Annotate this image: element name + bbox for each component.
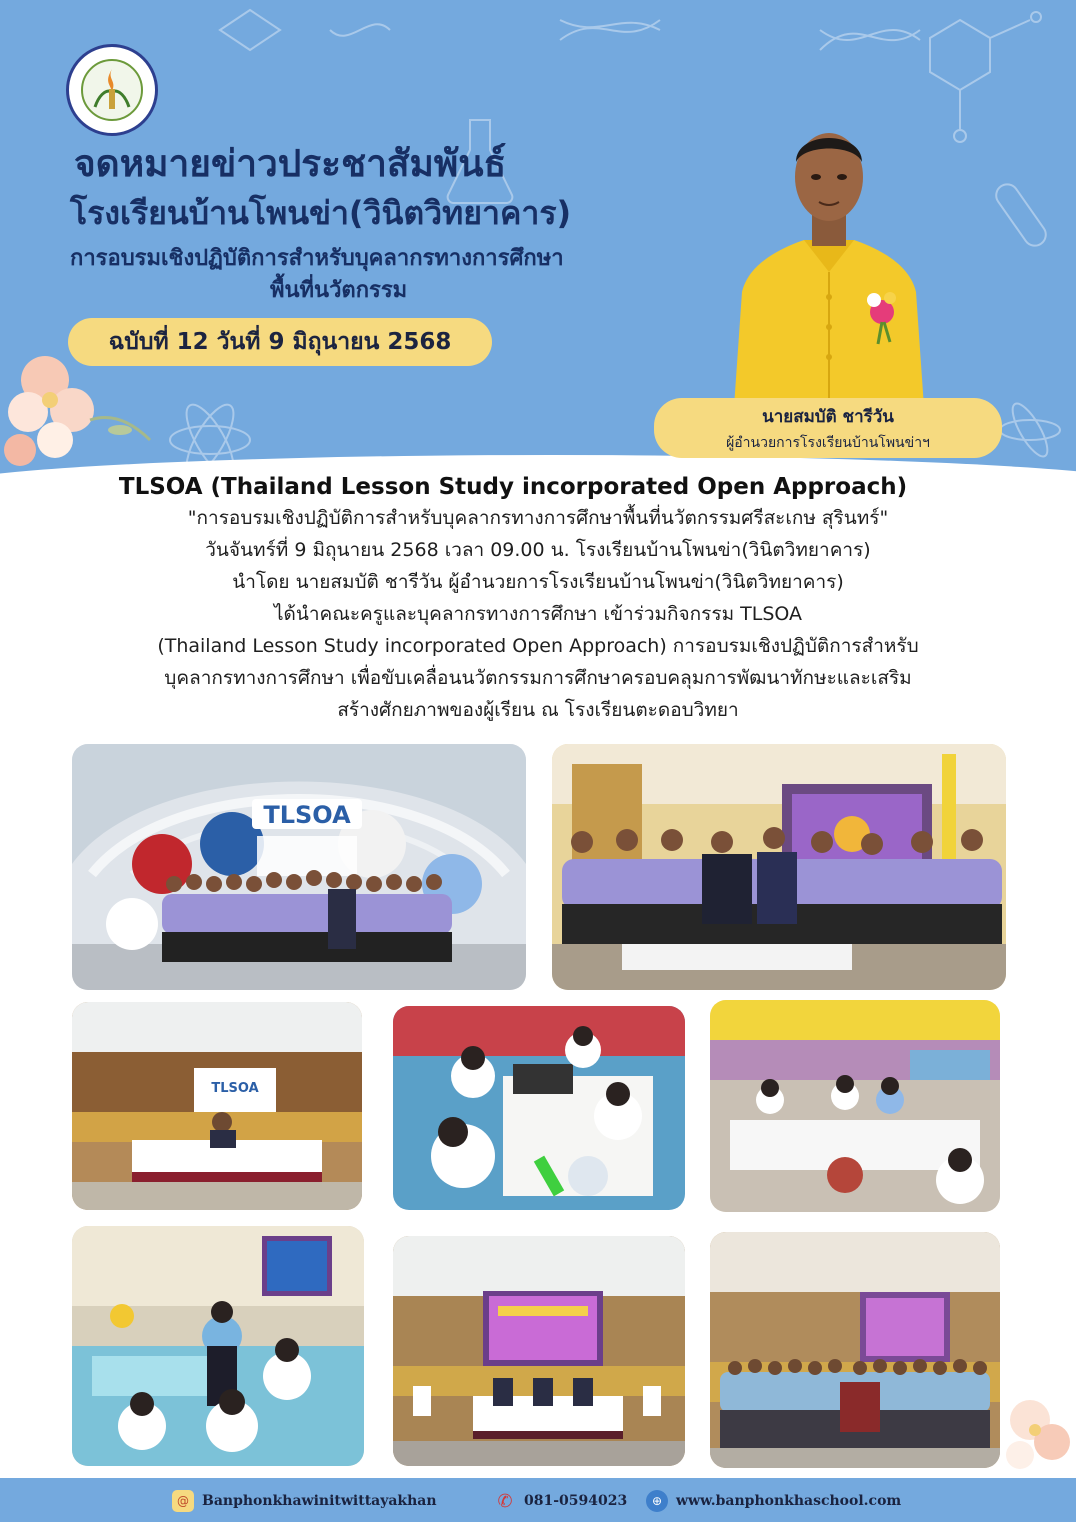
- subtitle-line-2: พื้นที่นวัตกรรม: [270, 278, 408, 303]
- footer-facebook[interactable]: [172, 1490, 437, 1512]
- photo-classroom-students: [72, 1226, 364, 1466]
- school-logo: [66, 44, 158, 136]
- website-url: www.banphonkhaschool.com: [676, 1493, 902, 1509]
- phone-icon: ✆: [497, 1490, 513, 1512]
- article-line: นำโดย นายสมบัติ ชารีวัน ผู้อำนวยการโรงเรียนบ้านโพนข่า(วินิตวิทยาคาร): [232, 571, 844, 593]
- article-line: บุคลากรทางการศึกษา เพื่อขับเคลื่อนนวัตกรรมการศึกษาครอบคลุมการพัฒนาทักษะและเสริม: [164, 667, 912, 689]
- photo-students-activity-1: [393, 1006, 685, 1210]
- photo-group-tlsoa-arch: [72, 744, 526, 990]
- newsletter-title: จดหมายข่าวประชาสัมพันธ์: [74, 142, 507, 185]
- photo-presenter-table: [72, 1002, 362, 1210]
- article-body: [0, 474, 1076, 726]
- article-line: (Thailand Lesson Study incorporated Open Approach) การอบรมเชิงปฏิบัติการสำหรับ: [157, 635, 919, 657]
- article-line: วันจันทร์ที่ 9 มิถุนายน 2568 เวลา 09.00 น. โรงเรียนบ้านโพนข่า(วินิตวิทยาคาร): [205, 539, 871, 561]
- facebook-icon: @: [172, 1490, 194, 1512]
- article-line: ได้นำคณะครูและบุคลากรทางการศึกษา เข้าร่วมกิจกรรม TLSOA: [273, 603, 803, 625]
- director-portrait: [724, 122, 934, 407]
- photo-students-activity-2: [710, 1000, 1000, 1212]
- school-name: โรงเรียนบ้านโพนข่า(วินิตวิทยาคาร): [70, 194, 572, 232]
- tlsoa-sign-text: TLSOA: [263, 801, 351, 829]
- director-nameplate: [654, 398, 1002, 458]
- photo-group-hall: [552, 744, 1006, 990]
- globe-icon: ⊕: [646, 1490, 668, 1512]
- facebook-name: Banphonkhawinitwittayakhan: [202, 1493, 437, 1509]
- flower-decoration-right: [990, 1380, 1076, 1480]
- footer-website[interactable]: [646, 1490, 901, 1512]
- photo-meeting-screen: [393, 1236, 685, 1466]
- article-heading: TLSOA (Thailand Lesson Study incorporated Open Approach): [118, 474, 908, 500]
- issue-badge: ฉบับที่ 12 วันที่ 9 มิถุนายน 2568: [68, 318, 492, 366]
- director-role: ผู้อำนวยการโรงเรียนบ้านโพนข่าฯ: [726, 434, 930, 451]
- phone-number: 081-0594023: [524, 1493, 628, 1509]
- subtitle-line-1: การอบรมเชิงปฏิบัติการสำหรับบุคลากรทางการศึกษา: [70, 246, 564, 271]
- director-name: นายสมบัติ ชารีวัน: [762, 406, 894, 427]
- article-line: สร้างศักยภาพของผู้เรียน ณ โรงเรียนตะดอบวิทยา: [337, 699, 739, 721]
- footer-phone[interactable]: [494, 1490, 627, 1512]
- article-line: "การอบรมเชิงปฏิบัติการสำหรับบุคลากรทางการศึกษาพื้นที่นวัตกรรมศรีสะเกษ สุรินทร์": [187, 507, 889, 529]
- photo-group-large: [710, 1232, 1000, 1468]
- footer-bar: [0, 1478, 1076, 1522]
- slide-logo-text: TLSOA: [211, 1081, 259, 1096]
